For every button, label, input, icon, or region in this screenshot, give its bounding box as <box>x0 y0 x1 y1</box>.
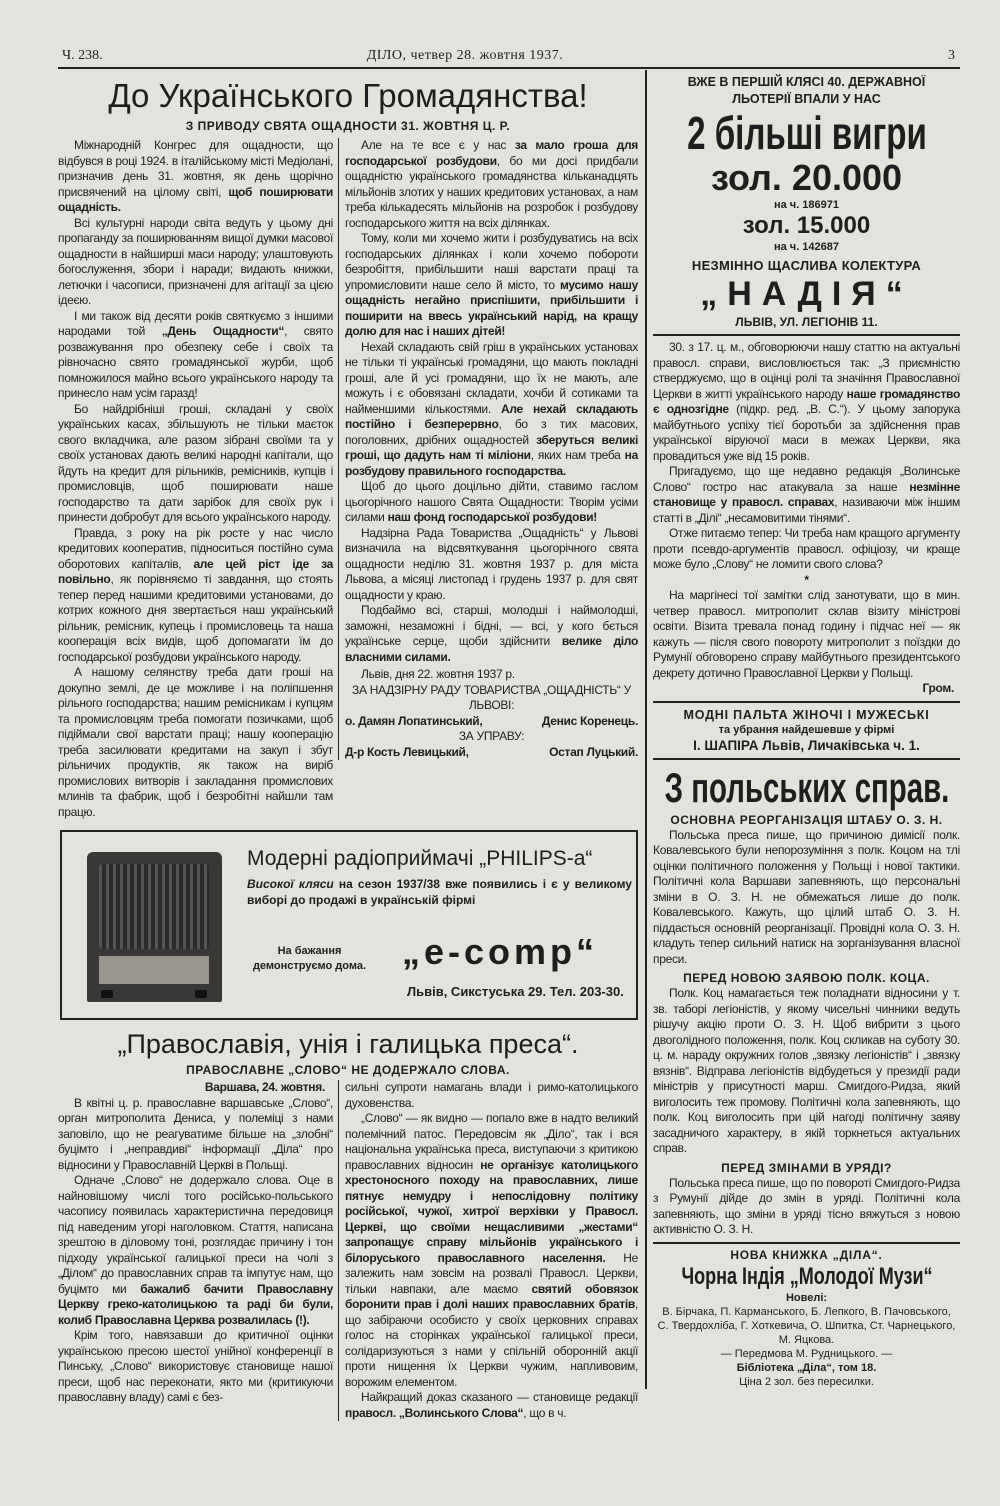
signer: Остап Луцький. <box>549 744 638 759</box>
coat-ad-line-1: МОДНІ ПАЛЬТА ЖІНОЧІ І МУЖЕСЬКІ <box>683 707 930 722</box>
book-price: Ціна 2 зол. без пересилки. <box>739 1375 874 1388</box>
lottery-ticket-1: на ч. 186971 <box>773 199 840 211</box>
text: На маргінесі тої замітки слід занотувати, що в мин. четвер правосл. митрополит склав візиту міністрові освіти. Візита тревала понад годину і підчас неї — як кажуть — після свого повороту митрополит з поїздки до Румунії обговорено справу майбутнього президентського декрету дотично Православної Церкви у Польщі. <box>653 588 960 680</box>
lottery-ticket-2: на ч. 142687 <box>773 241 840 253</box>
board-label: ЗА УПРАВУ: <box>458 729 525 743</box>
bold-text: наш фонд господарської розбудови! <box>387 510 597 524</box>
signer: Денис Коренець. <box>541 713 638 728</box>
section-heading: ОСНОВНА РЕОРГАНІЗАЦІЯ ШТАБУ О. З. Н. <box>670 812 943 827</box>
philips-firm: „e-comp“ <box>402 931 599 972</box>
lottery-ad <box>653 70 960 330</box>
section-heading: ПЕРЕД НОВОЮ ЗАЯВОЮ ПОЛК. КОЦА. <box>683 971 930 985</box>
ad-rule <box>653 1242 960 1244</box>
bold-text: бажалиб бачити Православну Церкву греко-католицькою та раді би були, колиб Православна Церква розвалилась (!). <box>58 1281 333 1327</box>
text: Тому, коли ми хочемо жити і розбудуватись на всіх господарських ділянках і коли хочемо побороти безробіття, прибільшити наші варстати праці та упромисловити наше село й місто, то <box>345 231 638 292</box>
text: Пригадуємо, що ще недавно редакція „Волинське Слово“ гостро нас атакувала за наше <box>653 464 960 494</box>
text: Всі культурні народи світа ведуть у цьому дні пропаганду за поширюванням вищої думки масової ощадности в найширші маси народу; улаштовують богослуження, збори і наради; видають книжки, летючки і часописи, призначені для агітації за цією ідеєю. <box>58 215 333 307</box>
coat-ad-line-3: І. ШАПІРА Львів, Личаківська ч. 1. <box>693 737 920 753</box>
orthodoxy-left-text <box>58 1096 333 1406</box>
council-signers <box>345 714 638 730</box>
text: Не залежить нам зовсім на розвалі Правосл. Церкви, тільки навпаки, але маємо <box>345 1250 638 1296</box>
page-body <box>58 70 960 1421</box>
paragraph <box>345 340 638 480</box>
right-article <box>653 340 960 697</box>
right-article-text <box>653 340 960 573</box>
lottery-firm-name: „НАДІЯ“ <box>700 275 913 313</box>
paragraph <box>58 138 333 216</box>
section-text: Польська преса пише, що причиною димісії полк. Ковалевського були непорозуміння з полк. Коцом на тлі оцінки політичного положення у Польщі і нової тактики. Політичні кола Варшави запевняють, що персональні зміни в О. З. Н. не обмежаться лише до полк. Ковалевського. Кажуть, що цілий штаб О. З. Н. піддасться основній реорганізації. Провідні кола О. З. Н. кладуть тепер сильний натиск на зорганізування власної преси. <box>653 827 960 966</box>
text: , свято розважування про обезпеку себе і своїх та рівночасно свято громадянської журби, щоб помножилося майно всього українського народу та принесло нам усім гаразд! <box>58 324 333 400</box>
ad-rule <box>653 758 960 760</box>
section-text: Польська преса пише, що по повороті Смигдого-Ридза з Румунії дійде до змін в уряді. Політичні кола запевняють, що зміни в уряді тісно вяжуться з новою активністю О. З. Н. <box>653 1175 960 1236</box>
lottery-prize-2: зол. 15.000 <box>742 212 871 239</box>
orthodoxy-subtitle: ПРАВОСЛАВНЕ „СЛОВО“ НЕ ДОДЕРЖАЛО СЛОВА. <box>186 1063 510 1077</box>
philips-body-text: на сезон 1937/38 вже появились і є у великому виборі до продажі в українській фірмі <box>247 877 632 907</box>
ad-rule <box>653 334 960 336</box>
text: Щоб до цього доцільно дійти, ставимо гаслом цьогорічного нашого Свята Ощадности: Творім усіми силами <box>345 479 638 524</box>
appeal-date: Львів, дня 22. жовтня 1937 р. <box>361 667 515 681</box>
bold-text: незмінне становище у правосл. справах <box>653 479 960 509</box>
paragraph <box>58 216 333 309</box>
lottery-prize-1: зол. 20.000 <box>710 157 903 198</box>
book-authors: В. Бірчака, П. Карманського, Б. Лепкого, В. Пачовського, С. Твердохліба, Г. Хоткевича, О. Шпитка, Ст. Чарнецького, М. Яцкова. <box>657 1305 956 1346</box>
paragraph <box>653 464 960 526</box>
signer: о. Дамян Лопатинський, <box>345 713 483 728</box>
paragraph <box>58 665 333 820</box>
polish-affairs-title: З польських справ. <box>664 763 949 811</box>
paragraph <box>653 340 960 464</box>
text: „Слово“ — як видно — попало вже в надто великий полемічний патос. Передовсім як „Діло“, так і вся національна українська преса, виступаючи з критикою православних відносин <box>345 1111 638 1172</box>
paragraph <box>345 231 638 340</box>
philips-body-bold: Високої кляси <box>247 877 334 891</box>
book-ad <box>653 1248 960 1389</box>
paragraph <box>345 1390 638 1421</box>
appeal-columns <box>58 138 638 820</box>
signer: Д-р Кость Левицький, <box>345 744 469 759</box>
bold-text: на розбудову правильного господарства. <box>345 448 638 478</box>
book-genre: Новелі: <box>785 1291 828 1304</box>
section-text: Полк. Коц намагається теж поладнати відносини у т. зв. таборі легіоністів, у якому чисельні чинники ведуть рішучу акцію проти О. З. Н. Щоб вибрити з цього двоголідного положення, полк. Коц скликав на суботу 30. ц. м. нараду окружних голов „звязку легіоністів“ і „звязку вязнів“. Відправа легіоністів відбудеться у президії ради міністрів у присутності марш. Смигдого-Ридза, який виголосить теж промову. Політичні кола запевняють, що полк. Коц виголосить при цій нагоді політичну заяву засадничого характеру, в якій торкнеться актуальних справ. <box>653 986 960 1155</box>
paragraph <box>58 309 333 402</box>
section-heading: ПЕРЕД ЗМІНАМИ В УРЯДІ? <box>721 1160 892 1175</box>
appeal-middle-column <box>338 138 638 760</box>
text: Але на те все є у нас <box>361 138 515 152</box>
bold-text: правосл. „Волинського Слова“ <box>345 1405 524 1420</box>
book-series: Бібліотека „Діла“, том 18. <box>736 1361 877 1374</box>
lottery-headline: 2 більші вигри <box>686 107 927 159</box>
book-ad-label: НОВА КНИЖКА „ДІЛА“. <box>730 1247 883 1262</box>
philips-body <box>247 876 632 908</box>
right-area <box>645 70 960 1389</box>
text: Подбаймо всі, старші, молодші і наймолодші, заможні, незаможні і бідні, — всі, у кого бється українське серце, щоби здійснити <box>345 603 638 648</box>
lottery-address: ЛЬВІВ, УЛ. ЛЕГІОНІВ 11. <box>735 315 878 329</box>
header-rule <box>58 67 960 69</box>
paragraph <box>58 1328 333 1406</box>
text: 30. з 17. ц. м., обговорюючи нашу статтю на актуальні правосл. справи, висловлюється так: „З приємністю стверджуємо, що в оцінці ролі та значіння Православної Церкви в житті українського народу <box>653 340 960 401</box>
text: Бо найдрібніші гроші, складані у своїх українських касах, збільшують не тільки маєток свого вкладчика, але разом зібрані своїми та у своїх установах дають великі народні капітали, що йдуть на кредит для рільників, ремісників, купців і промисловців, щоб поширювати наше господарство та дати зарібок для своїх рук і принести добробут для всього українського народу. <box>58 401 333 524</box>
paragraph <box>653 526 960 573</box>
bold-text: святий обовязок боронити прав і долі наших православних братів <box>345 1281 638 1311</box>
text: Нехай складають свій гріш в українських установах не тільки ті українські громадяни, що мають покладні гроші, але й усі громадяни, що їх не мають, але можуть і є обовязані складати, хочби й сотиками та найменшими кількостями. <box>345 339 638 416</box>
bold-text: не організує католицького хрестоносного походу на православних, лише пятнує немудру і непослідовну політику російської, чужої, хитрої верхівки у Правосл. Церкві, що своїми нещасливими „жестами“ запропащує справу мільйонів українського і білоруського православного населення. <box>345 1157 638 1265</box>
book-foreword: — Передмова М. Рудницького. — <box>720 1347 893 1360</box>
paragraph <box>653 588 960 681</box>
orthodoxy-middle-text <box>345 1111 638 1421</box>
paragraph <box>345 1111 638 1390</box>
text: Отже питаємо тепер: Чи треба нам кращого аргументу проти псевдо-аргументів правосл. офіціозу, чи краще може було „Слову“ не ломити свого слова? <box>653 526 960 571</box>
paragraph <box>58 1096 333 1174</box>
bold-text: але цей ріст іде за повільно <box>58 556 333 586</box>
text: , називаючи між іншим статті в „Ділі“ „несамовитими тінями“. <box>653 495 960 525</box>
bold-text: зберуться великі гроші, що дадуть нам ті міліони <box>345 432 638 462</box>
left-area <box>58 70 645 1421</box>
orthodoxy-left-column <box>58 1080 338 1406</box>
issue-number: Ч. 238. <box>62 48 103 63</box>
signature: Гром. <box>922 681 954 695</box>
polish-affairs <box>653 812 960 1238</box>
paragraph <box>345 526 638 604</box>
paragraph <box>58 402 333 526</box>
lottery-intro: ВЖЕ В ПЕРШІЙ КЛЯСІ 40. ДЕРЖАВНОЇ ЛЬОТЕРІЇ ВПАЛИ У НАС <box>687 75 926 106</box>
paragraph <box>345 603 638 665</box>
text: , що в ч. <box>523 1405 567 1420</box>
coat-ad <box>653 707 960 754</box>
bold-text: мусимо нашу ощадність негайно приспішити, прибільшити і поширити на ввесь український нарід, на кращу долю для нас і наших дітей! <box>345 277 638 338</box>
page-number: 3 <box>948 48 955 63</box>
appeal-left-column <box>58 138 338 820</box>
bold-text: щоб поширювати ощадність. <box>58 184 334 214</box>
philips-demo: На бажання демонструємо дома. <box>252 945 367 972</box>
text: (підкр. ред. „В. С.“). У цьому запорука майбутнього успіху тієї боротьби за здійснення прав української віруючої маси в межах Церкви, яка провадиться уже від 15 років. <box>653 402 960 463</box>
philips-headline: Модерні радіоприймачі „PHILIPS-а“ <box>247 847 593 870</box>
board-signers <box>345 745 638 761</box>
article-title: До Українського Громадянства! <box>108 77 588 114</box>
bold-text: „День Ощадности“ <box>161 324 285 338</box>
coat-ad-line-2: та убрання найдешевше у фірмі <box>718 723 895 736</box>
text: Міжнародній Конгрес для ощадности, що відбувся в році 1924. в італійському місті Медіолані, призначив день 31. жовтня, як день щорічно присвячений на цілому світі, <box>58 138 333 199</box>
right-article-text-2 <box>653 588 960 681</box>
text: Одначе „Слово“ не додержало слова. Оце в найновішому числі того російсько-польського часопису появилась характеристична передовиця під наведеним угорі наголовком. Стаття, написана зрештою в діловому тоні, розглядає причину і тон підходу української галицької преси на чолі з „Ділом“ до православних справ та імпутує нам, що буцімто ми <box>58 1173 333 1296</box>
text: , що забіраючи особисто у своїх церковних справах голос на сторінках української галицької преси, солідаризуються з нами у спільній оборонній акції проти нищення їх Церкви чужим, напливовим, ворожим елементом. <box>345 1297 638 1389</box>
philips-address: Львів, Сикстуська 29. Тел. 203-30. <box>407 984 624 999</box>
lottery-tagline: НЕЗМІННО ЩАСЛИВА КОЛЕКТУРА <box>691 258 922 273</box>
dateline: Варшава, 24. жовтня. <box>204 1080 325 1094</box>
bold-text: за мало гроша для господарської розбудови <box>345 138 638 168</box>
text: , бо ми досі придбали ощадністю українського громадянства кільканадцять мільйонів злотих у наших кредитових установах, а нам треба кількадесять мільйонів на розробок і розбудову господарського життя на всіх ділянках. <box>345 153 638 230</box>
text: І ми також від десяти років святкуємо з іншими народами той <box>58 308 333 338</box>
text: Надзірна Рада Товариства „Ощадність“ у Львові визначила на відсвяткування цьогорічного свята ощадности неділю 31. жовтня 1937 р. для міста Львова, а місяці листопад і грудень 1937 р. для свят ощадности у краю. <box>345 525 638 602</box>
text: , яких нам треба <box>530 448 625 462</box>
bold-text: Але нехай складають постійно і безперервно <box>345 401 638 431</box>
radio-illustration <box>87 852 222 1002</box>
text: , як порівняємо ті завдання, що стоять тепер перед нашими кредитовими установами, до котрих кожного дня звертається наш український рільник, ремісник, купець і промисловець та наша кооперація всіх видів, щоб допомагати їм до господарської розбудови українського народу. <box>58 572 333 664</box>
philips-ad <box>60 830 638 1020</box>
article-subtitle: З ПРИВОДУ СВЯТА ОЩАДНОСТИ 31. ЖОВТНЯ Ц. Р. <box>185 119 511 133</box>
continuation: сильні супроти намагань влади і римо-католицького духовенства. <box>345 1080 638 1110</box>
appeal-middle-text <box>345 138 638 665</box>
paragraph <box>58 526 333 666</box>
masthead: ДІЛО, четвер 28. жовтня 1937. <box>366 48 564 63</box>
text: Крім того, навязавши до критичної оцінки українською пресою шестої унійної конференції в Пинську, „Слово“ використовує становище нашої преси, щоб нас переконати, якто ми (критикуючи православну владу) самі є без- <box>58 1328 333 1404</box>
ad-rule <box>653 701 960 703</box>
polish-affairs-title-wrap <box>653 764 960 812</box>
paragraph <box>345 138 638 231</box>
book-title: Чорна Індія „Молодої Музи“ <box>680 1262 933 1290</box>
text: А нашому селянству треба дати гроші на докупно землі, де це можливе і на поліпшення рільного господарства; нашим ремісникам і купцям та промисловцям треба помогати позичками, щоб підіймали свої варстати праці; нашу кооперацію треба засилювати кредитами на закуп і збут рільничих продуктів, як також на виріб промислових витворів і закладання промислових млинів та фабрик, щоб і безробітні найшли там працю. <box>58 665 333 819</box>
bold-text: наше громадянство є однозгідне <box>653 386 960 416</box>
text: , бо з тих масових, поголовних, дрібних ощадностей <box>345 417 638 447</box>
paragraph <box>58 1173 333 1328</box>
text: Правда, з року на рік росте у нас число кредитових кооператив, підноситься постійно сума оборотових капіталів, <box>58 525 333 571</box>
paragraph <box>345 479 638 526</box>
bold-text: велике діло власними силами. <box>345 634 639 664</box>
orthodoxy-title: „Православія, унія і галицька преса“. <box>117 1029 579 1059</box>
separator: * <box>804 572 809 587</box>
text: Найкращий доказ сказаного — становище редакції <box>361 1390 638 1404</box>
orthodoxy-middle-column <box>338 1080 638 1421</box>
orthodoxy-columns <box>58 1080 638 1421</box>
text: В квітні ц. р. православне варшавське „Слово“, орган митрополита Дениса, у полеміці з нами заповіло, що не реагуватиме більше на „злобні“ буцімто і „неправдиві“ інформації „Діла“ про відносини у Православній Церкві в Польщі. <box>58 1095 333 1172</box>
council-label: ЗА НАДЗІРНУ РАДУ ТОВАРИСТВА „ОЩАДНІСТЬ“ У ЛЬВОВІ: <box>352 682 631 712</box>
